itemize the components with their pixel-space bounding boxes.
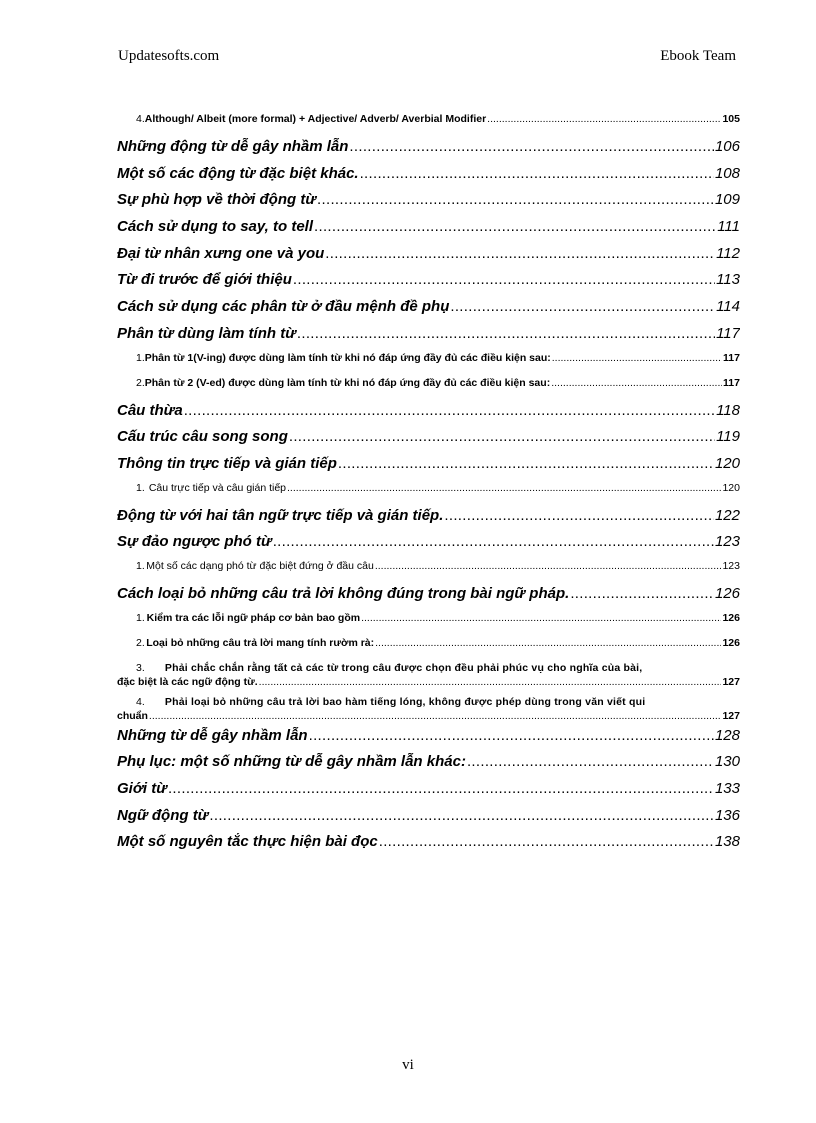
toc-heading-page: 133 [714, 780, 740, 797]
dot-leader [444, 507, 714, 524]
toc-entry-number: 4. [136, 113, 145, 125]
dot-leader [325, 245, 715, 262]
toc-entry-number: 1. [136, 611, 145, 624]
toc-heading-title: Sự phù hợp về thời động từ [117, 191, 317, 209]
toc-entry-title: Phân từ 2 (V-ed) được dùng làm tính từ khi nó đáp ứng đầy đủ các điều kiện sau: [144, 376, 551, 389]
toc-heading-title: Phụ lục: một số những từ dễ gây nhầm lẫn khác: [117, 753, 466, 771]
toc-entry-page: 105 [722, 113, 740, 125]
toc-heading-page: 112 [716, 244, 740, 262]
toc-heading-page: 114 [716, 298, 740, 316]
toc-heading-page: 120 [714, 454, 740, 472]
dot-leader [273, 533, 714, 550]
dot-leader [361, 612, 721, 624]
dot-leader [338, 455, 714, 472]
toc-entry-page: 127 [722, 675, 740, 688]
toc-heading[interactable] [117, 325, 740, 352]
toc-heading-page: 111 [717, 218, 740, 236]
toc-heading-title: Giới từ [117, 780, 167, 797]
toc-heading-title: Những từ dễ gây nhầm lẫn [117, 726, 308, 744]
toc-heading[interactable] [117, 727, 740, 754]
toc-heading-page: 108 [714, 164, 740, 182]
toc-heading-title: Một số các động từ đặc biệt khác. [117, 164, 359, 182]
dot-leader [551, 377, 722, 389]
toc-heading[interactable] [117, 402, 740, 429]
toc-entry[interactable] [117, 560, 740, 585]
header-site-name: Updatesofts.com [118, 48, 220, 64]
toc-heading[interactable] [117, 833, 740, 860]
dot-leader [184, 402, 715, 419]
toc-heading[interactable] [117, 138, 740, 165]
toc-entry-title-line1: Phải loại bỏ những câu trả lời bao hàm tiếng lóng, không được phép dùng trong văn viết qui [164, 695, 646, 708]
toc-heading-page: 122 [714, 506, 740, 524]
dot-leader [297, 325, 715, 342]
toc-entry-title-line2: chuẩn [117, 709, 148, 722]
toc-entry-title: Một số các dạng phó từ đặc biệt đứng ở đầu câu [146, 559, 374, 572]
toc-entry-title: Câu trực tiếp và câu gián tiếp [148, 481, 287, 494]
dot-leader [360, 165, 714, 182]
header-team-name: Ebook Team [660, 48, 736, 64]
toc-entry-page: 127 [722, 709, 740, 722]
toc-heading-title: Ngữ động từ [117, 806, 209, 824]
toc-entry-title: Kiểm tra các lỗi ngữ pháp cơ bản bao gồm [146, 611, 361, 624]
toc-entry-title: Loại bỏ những câu trả lời mang tính rườm rà: [146, 636, 375, 649]
toc-heading-title: Một số nguyên tắc thực hiện bài đọc [117, 833, 378, 851]
toc-entry-page: 120 [722, 481, 740, 494]
toc-entry[interactable] [117, 612, 740, 637]
toc-entry[interactable] [117, 113, 740, 138]
toc-entry-title-line1: Phải chắc chắn rằng tất cả các từ trong câu được chọn đều phải phúc vụ cho nghĩa của bài, [164, 661, 643, 674]
toc-heading-page: 118 [716, 401, 740, 419]
toc-entry[interactable] [117, 482, 740, 507]
toc-heading[interactable] [117, 780, 740, 807]
dot-leader [375, 560, 722, 572]
toc-heading-title: Từ đi trước để giới thiệu [117, 271, 292, 289]
toc-heading-title: Thông tin trực tiếp và gián tiếp [117, 454, 337, 472]
toc-entry-number: 2. [136, 636, 145, 649]
dot-leader [293, 271, 715, 288]
toc-heading-title: Sự đảo ngược phó từ [117, 533, 272, 551]
dot-leader [309, 727, 714, 744]
toc-heading[interactable] [117, 507, 740, 534]
dot-leader [450, 298, 715, 315]
toc-entry-number: 4. [136, 695, 145, 708]
toc-heading-page: 109 [714, 191, 740, 209]
toc-entry-page: 126 [722, 611, 740, 624]
toc-heading[interactable] [117, 533, 740, 560]
toc-heading-title: Những động từ dễ gây nhầm lẫn [117, 138, 349, 155]
dot-leader [149, 710, 722, 722]
toc-heading[interactable] [117, 271, 740, 298]
toc-heading[interactable] [117, 428, 740, 455]
toc-heading-title: Câu thừa [117, 401, 183, 419]
dot-leader [375, 637, 721, 649]
toc-entry-title: Phân từ 1(V-ing) được dùng làm tính từ khi nó đáp ứng đầy đủ các điều kiện sau: [144, 351, 551, 364]
toc-heading[interactable] [117, 245, 740, 272]
toc-heading-title: Đại từ nhân xưng one và you [117, 244, 325, 262]
dot-leader [552, 352, 722, 364]
toc-heading-page: 138 [714, 833, 740, 851]
toc-heading[interactable] [117, 191, 740, 218]
toc-heading-page: 113 [716, 271, 740, 289]
toc-entry-number: 1. [136, 481, 145, 494]
toc-heading-title: Động từ với hai tân ngữ trực tiếp và gián tiếp. [117, 506, 444, 524]
dot-leader [317, 191, 714, 208]
page-number: vi [402, 1057, 414, 1073]
toc-entry-number: 3. [136, 661, 145, 674]
toc-heading[interactable] [117, 753, 740, 780]
toc-entry-page: 123 [722, 559, 740, 572]
dot-leader [168, 780, 714, 797]
dot-leader [289, 428, 715, 445]
dot-leader [467, 753, 714, 770]
toc-entry[interactable] [117, 352, 740, 377]
toc-entry[interactable] [117, 377, 740, 402]
dot-leader [349, 138, 714, 155]
toc-heading-title: Phân từ dùng làm tính từ [117, 324, 296, 342]
toc-heading[interactable] [117, 807, 740, 834]
toc-heading[interactable] [117, 585, 740, 612]
dot-leader [379, 833, 714, 850]
toc-entry-wrapped[interactable] [117, 696, 740, 727]
toc-heading-title: Cách loại bỏ những câu trả lời không đúng trong bài ngữ pháp. [117, 584, 570, 602]
toc-heading-title: Cấu trúc câu song song [117, 428, 288, 446]
toc-entry-number: 1. [136, 559, 145, 572]
toc-heading-page: 119 [716, 428, 740, 446]
toc-heading[interactable] [117, 298, 740, 325]
dot-leader [314, 218, 716, 235]
dot-leader [487, 113, 721, 125]
toc-entry-title-line2: đặc biệt là các ngữ động từ. [117, 675, 258, 688]
toc-entry-page: 117 [723, 351, 740, 364]
toc-heading-page: 117 [716, 324, 740, 342]
toc-heading-page: 128 [714, 726, 740, 744]
toc-entry-page: 117 [723, 376, 740, 389]
toc-entry-number: 2. [136, 376, 145, 389]
table-of-contents [117, 113, 740, 860]
dot-leader [570, 585, 714, 602]
toc-entry-wrapped[interactable] [117, 662, 740, 693]
dot-leader [209, 807, 714, 824]
toc-entry-number: 1. [136, 351, 145, 364]
toc-heading-title: Cách sử dụng to say, to tell [117, 218, 314, 236]
dot-leader [259, 676, 722, 688]
toc-heading[interactable] [117, 218, 740, 245]
toc-heading-page: 123 [714, 533, 740, 551]
toc-heading-title: Cách sử dụng các phân từ ở đầu mệnh đề phụ [117, 298, 450, 316]
toc-heading-page: 106 [714, 138, 740, 155]
toc-entry[interactable] [117, 637, 740, 662]
toc-entry-page: 126 [722, 636, 740, 649]
toc-heading-page: 130 [714, 753, 740, 771]
toc-entry-title: Although/ Albeit (more formal) + Adjective/ Adverb/ Averbial Modifier [144, 113, 487, 125]
toc-heading[interactable] [117, 455, 740, 482]
toc-heading[interactable] [117, 165, 740, 192]
toc-heading-page: 136 [714, 806, 740, 824]
toc-heading-page: 126 [714, 584, 740, 602]
dot-leader [287, 482, 721, 494]
